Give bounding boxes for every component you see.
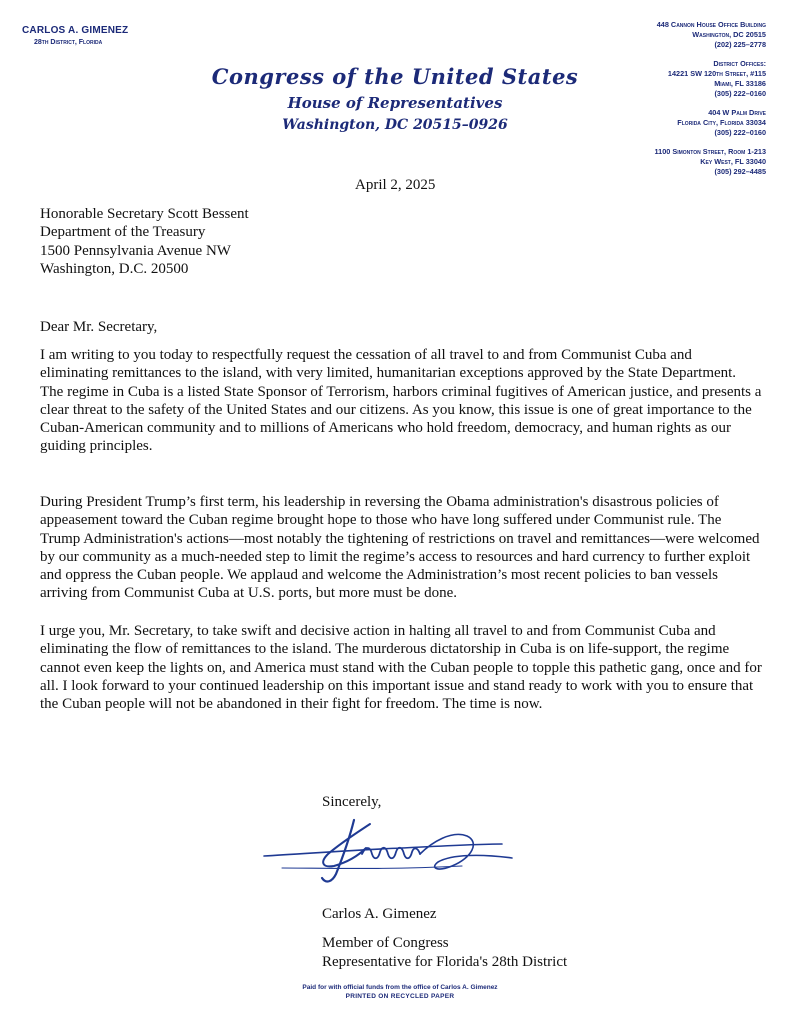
miami-office-city: Miami, FL 33186 <box>714 79 766 88</box>
florida-city-office-city: Florida City, Florida 33034 <box>677 118 766 127</box>
member-letterhead <box>22 24 172 48</box>
recipient-street: 1500 Pennsylvania Avenue NW <box>40 242 231 259</box>
closing: Sincerely, <box>322 794 382 810</box>
recipient-address <box>40 205 440 278</box>
recipient-city: Washington, D.C. 20500 <box>40 260 189 277</box>
key-west-office-street: 1100 Simonton Street, Room 1-213 <box>654 147 766 156</box>
footer-disclaimer <box>250 983 550 1001</box>
recipient-name: Honorable Secretary Scott Bessent <box>40 206 249 222</box>
masthead-house: House of Representatives <box>287 94 503 112</box>
dc-office-building: 448 Cannon House Office Building <box>656 20 766 29</box>
congress-masthead <box>210 62 580 136</box>
miami-office-phone: (305) 222–0160 <box>714 89 766 98</box>
body-paragraph-3: I urge you, Mr. Secretary, to take swift and decisive action in halting all travel to and from Communist Cuba and eliminating the flow of remittances to the island. The murderous dictatorship in Cuba is on life-support, the regime cannot even keep the lights on, and America must stand with the Cuban people to topple this pathetic gang, once and for all. I look forward to your continued leadership on this important issue and stand ready to work with you to ensure that the Cuban people will not be abandoned in their fight for freedom. The time is now. <box>40 623 762 713</box>
district-offices-heading: District Offices: <box>713 59 766 68</box>
recipient-department: Department of the Treasury <box>40 224 206 241</box>
signer-name: Carlos A. Gimenez <box>322 906 437 922</box>
florida-city-office-street: 404 W Palm Drive <box>708 108 766 117</box>
dc-office <box>578 20 766 50</box>
key-west-office-city: Key West, FL 33040 <box>700 157 766 166</box>
member-name: CARLOS A. GIMENEZ <box>22 25 129 36</box>
district-office-florida-city <box>578 108 766 138</box>
key-west-office-phone: (305) 292–4485 <box>714 167 766 176</box>
florida-city-office-phone: (305) 222–0160 <box>714 128 766 137</box>
footer-paid-for: Paid for with official funds from the office of Carlos A. Gimenez <box>302 984 498 991</box>
body-paragraph-2: During President Trump’s first term, his leadership in reversing the Obama administration's disastrous policies of appeasement toward the Cuban regime brought hope to those who have long suffered under Communist rule. The Trump Administration's actions—most notably the tightening of restrictions on travel and remittances—were welcomed by our community as a much-needed step to limit the regime’s access to resources and hard currency to further exploit and oppress the Cuban people. We applaud and welcome the Administration’s most recent policies to ban vessels arriving from Communist Cuba at U.S. ports, but more must be done. <box>40 494 760 602</box>
office-addresses <box>578 20 766 186</box>
district-office-key-west <box>578 147 766 177</box>
dc-office-city: Washington, DC 20515 <box>692 30 766 39</box>
district-office-miami <box>578 59 766 99</box>
signer-title-member: Member of Congress <box>322 935 449 952</box>
miami-office-street: 14221 SW 120th Street, #115 <box>667 69 766 78</box>
footer-recycled: PRINTED ON RECYCLED PAPER <box>345 993 455 1000</box>
body-paragraph-1: I am writing to you today to respectfully request the cessation of all travel to and from Communist Cuba and eliminating remittances to the island, with very limited, humanitarian exceptions approved by the State Department. The regime in Cuba is a listed State Sponsor of Terrorism, harbors criminal fugitives of American justice, and presents a clear threat to the safety of the United States and our citizens. As you know, this issue is one of great importance to the Cuban-American community and to millions of Americans who hold freedom, democracy, and human rights as our guiding principles. <box>40 347 762 455</box>
letter-date: April 2, 2025 <box>355 177 436 193</box>
dc-office-phone: (202) 225–2778 <box>714 40 766 49</box>
salutation: Dear Mr. Secretary, <box>40 319 158 335</box>
signer-block <box>322 905 742 971</box>
masthead-address: Washington, DC 20515–0926 <box>282 117 508 133</box>
masthead-congress: Congress of the United States <box>211 64 579 89</box>
handwritten-signature-icon <box>262 810 522 890</box>
member-district: 28th District, Florida <box>34 39 103 46</box>
signer-title-representative: Representative for Florida's 28th District <box>322 953 568 970</box>
